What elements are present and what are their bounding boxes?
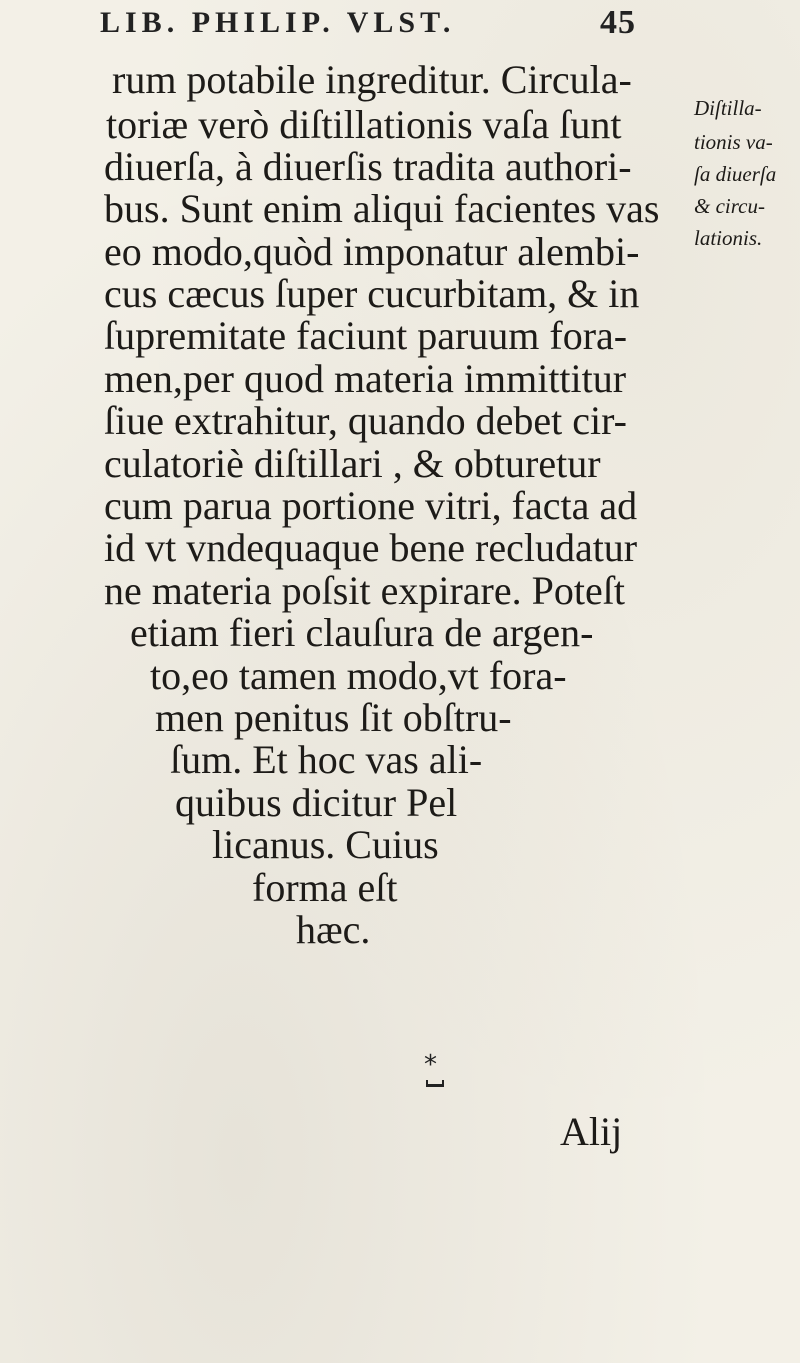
- margin-note-line: ſa diuerſa: [694, 162, 777, 186]
- text-line: etiam fieri clauſura de argen-: [130, 610, 594, 655]
- text-line: cus cæcus ſuper cucurbitam, & in: [104, 271, 640, 316]
- text-line: ſupremitate faciunt paruum fora-: [104, 313, 628, 358]
- text-line: id vt vndequaque bene recludatur: [104, 525, 638, 570]
- text-line: diuerſa, à diuerſis tradita authori-: [104, 144, 632, 189]
- text-line: men,per quod materia immittitur: [104, 356, 627, 401]
- margin-note-line: Diſtilla-: [694, 96, 762, 120]
- text-line: licanus. Cuius: [212, 822, 439, 867]
- running-head: [100, 6, 680, 46]
- text-line: eo modo,quòd imponatur alembi-: [104, 229, 640, 274]
- text-line: quibus dicitur Pel: [175, 780, 458, 825]
- page-number: 45: [600, 4, 636, 41]
- margin-note-line: & circu-: [694, 194, 765, 218]
- text-line: bus. Sunt enim aliqui facientes vas: [104, 186, 660, 231]
- catchword: Alij: [560, 1109, 623, 1154]
- margin-note-line: tionis va-: [694, 130, 773, 154]
- text-line: ſum. Et hoc vas ali-: [170, 737, 483, 782]
- text-line: toriæ verò diſtillationis vaſa ſunt: [106, 102, 622, 147]
- text-line: men penitus ſit obſtru-: [155, 695, 512, 740]
- text-line: ne materia poſsit expirare. Poteſt: [104, 568, 625, 613]
- text-line: rum potabile ingreditur. Circula-: [112, 57, 632, 102]
- asterism-ornament: *: [424, 1050, 437, 1080]
- text-line: cum parua portione vitri, facta ad: [104, 483, 638, 528]
- text-line: forma eſt: [252, 865, 398, 910]
- margin-note-line: lationis.: [694, 226, 763, 250]
- text-line: to,eo tamen modo,vt fora-: [150, 653, 567, 698]
- running-title: LIB. PHILIP. VLST.: [100, 6, 456, 39]
- text-line: culatoriè diſtillari , & obturetur: [104, 441, 601, 486]
- ornament-bracket: [426, 1080, 444, 1087]
- text-line: ſiue extrahitur, quando debet cir-: [104, 398, 627, 443]
- text-line: hæc.: [296, 907, 371, 952]
